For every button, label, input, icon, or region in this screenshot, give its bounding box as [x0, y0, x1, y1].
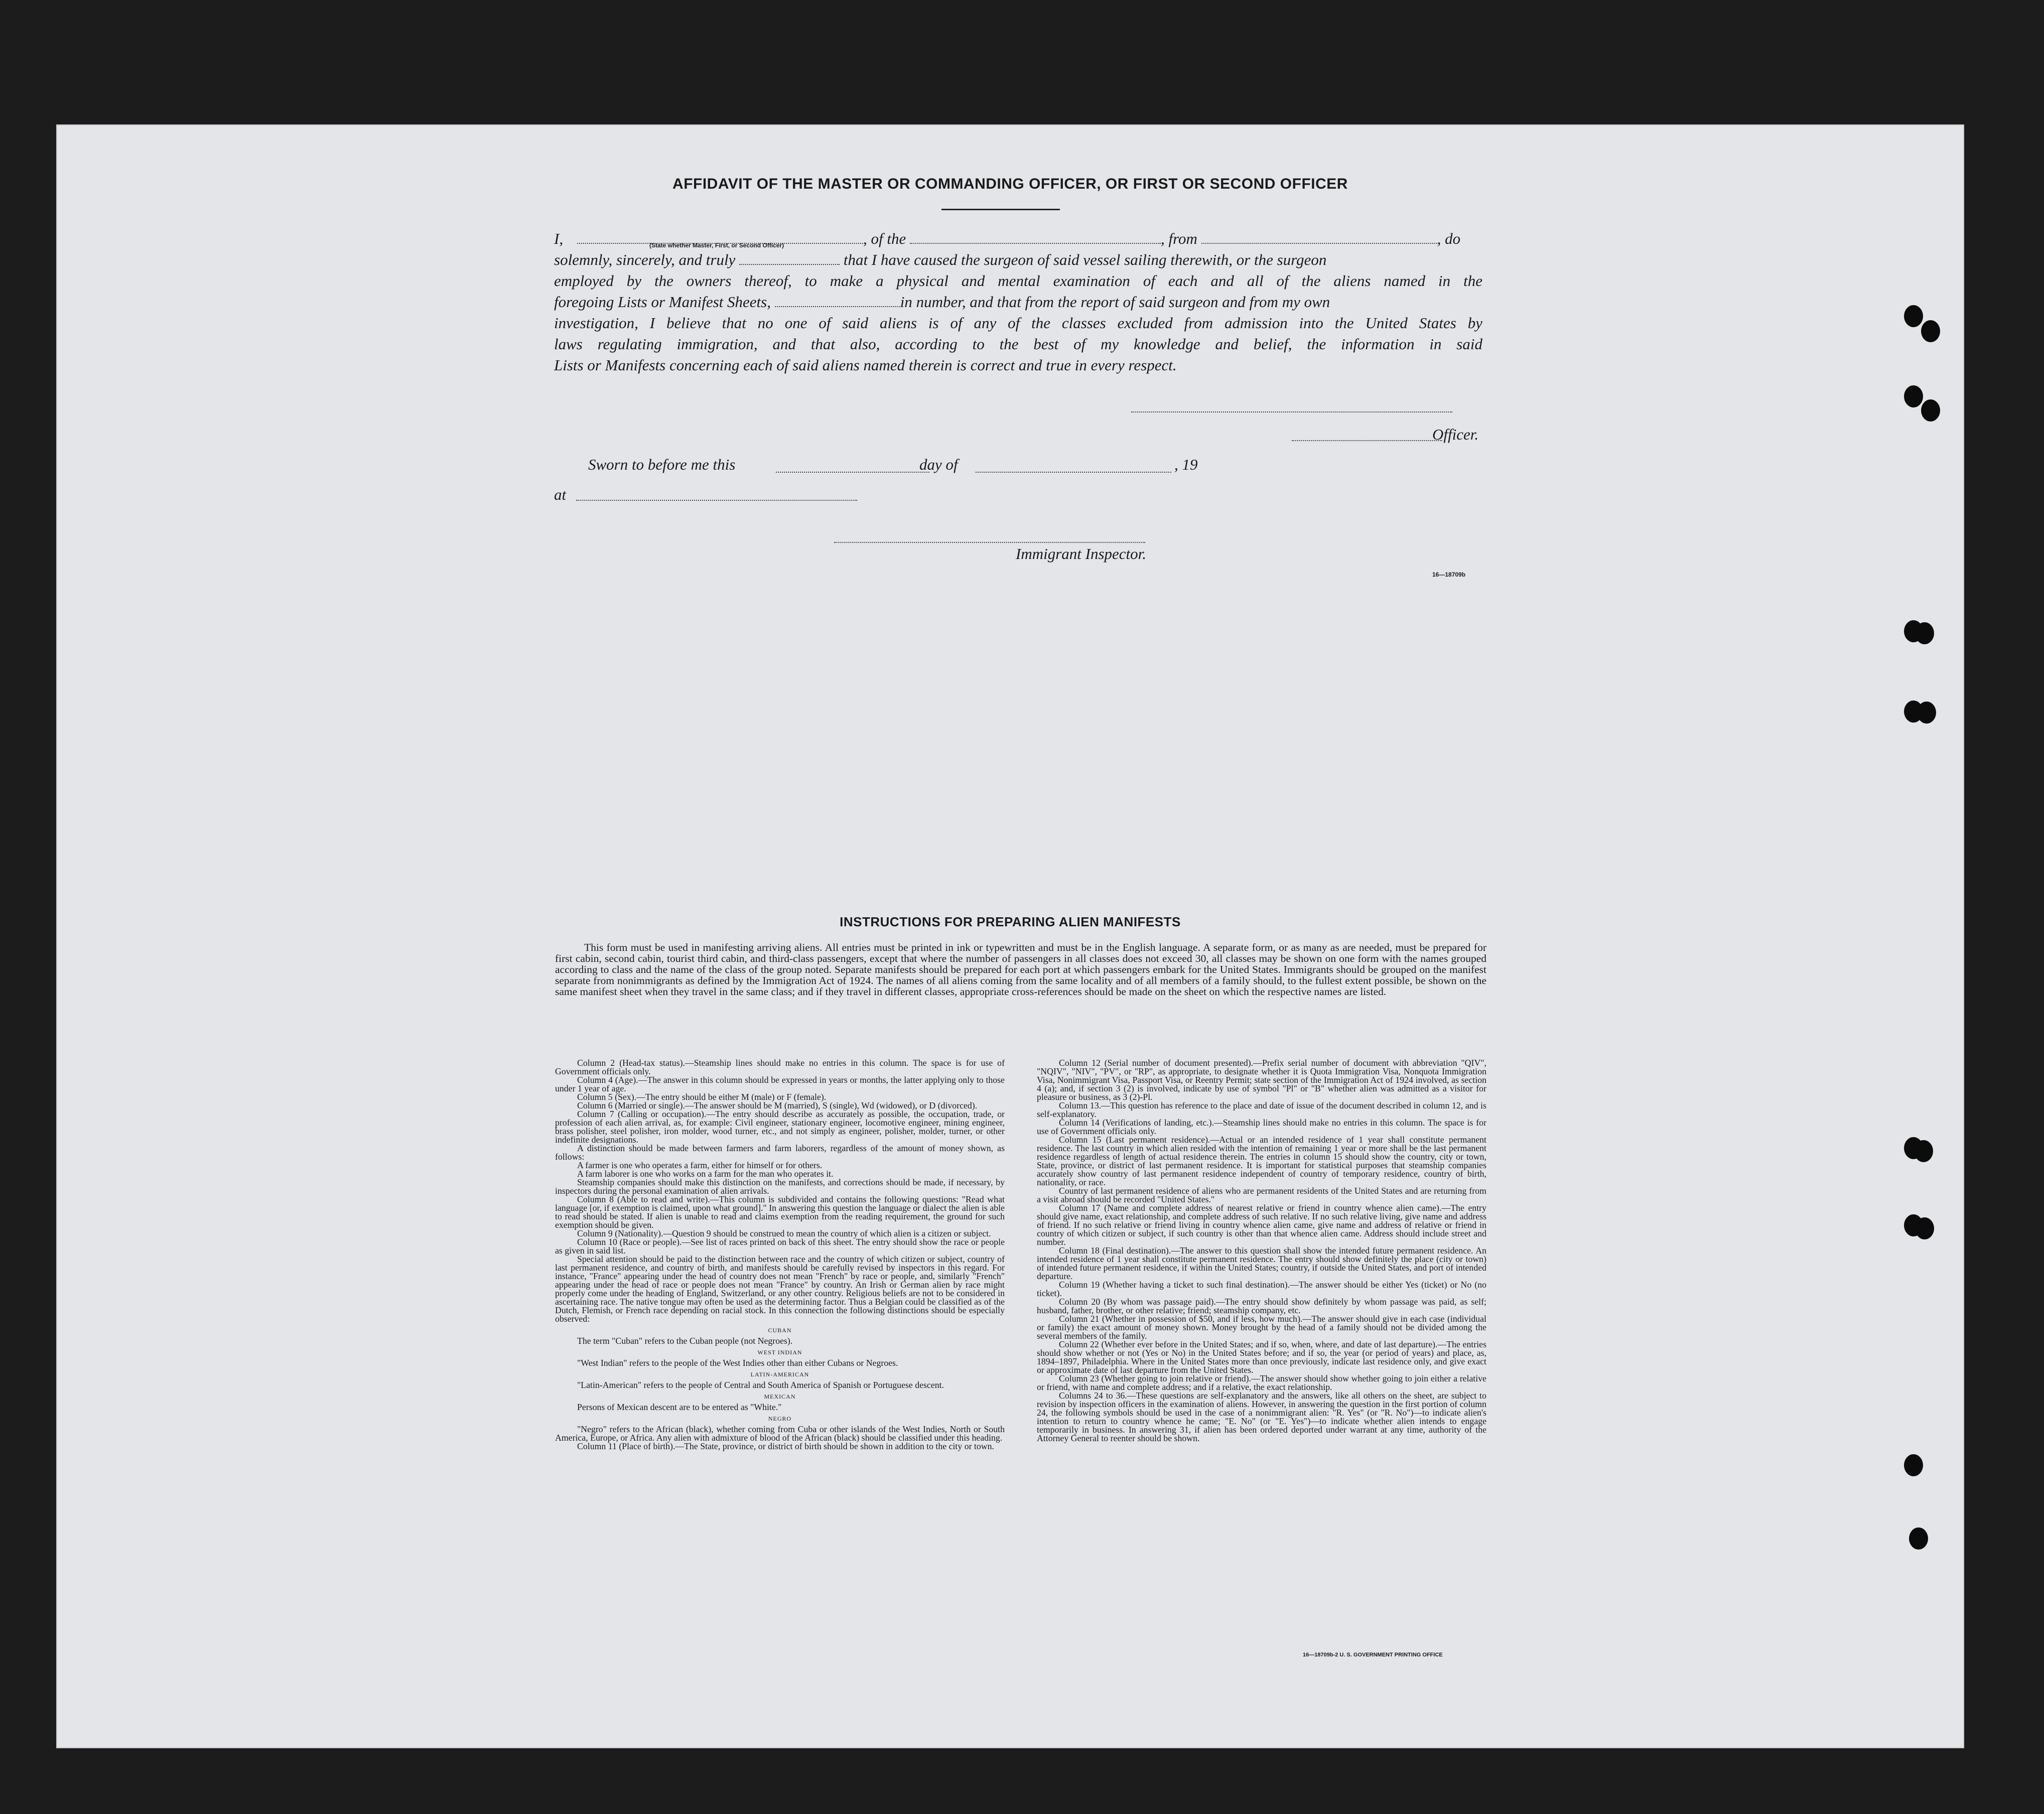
sworn-label: Sworn to before me this [588, 456, 736, 473]
binder-hole [1917, 702, 1936, 724]
text-fragment: in number, and that from the report of said surgeon and from my own [900, 293, 1330, 311]
affidavit-line-2 [554, 248, 1482, 272]
officer-label: Officer. [1432, 426, 1479, 443]
instruction-paragraph: Column 6 (Married or single).—The answer should be M (married), S (single), Wd (widowed), or D (divorced). [577, 1100, 978, 1110]
instruction-paragraph: Steamship companies should make this distinction on the manifests, and corrections should be made, if necessary, by inspectors during the personal examination of alien arrivals. [555, 1177, 1005, 1196]
manifest-sheet [56, 124, 1964, 1748]
race-heading: WEST INDIAN [757, 1349, 802, 1356]
instructions-title: INSTRUCTIONS FOR PREPARING ALIEN MANIFESTS [840, 914, 1181, 929]
text-fragment: that I have caused the surgeon of said vessel sailing therewith, or the surgeon [843, 251, 1327, 268]
instruction-paragraph: Column 7 (Calling or occupation).—The entry should describe as accurately as possible, the occupation, trade, or profession of each alien arrival, as, for example: Civil engineer, stationary engineer, locomotive engineer, mining engineer, brass polisher, steel polisher, iron molder, wood turner, etc., and not simply as engineer, polisher, molder, turner, or other indefinite designations. [555, 1109, 1005, 1145]
instruction-paragraph: Column 12 (Serial number of document presented).—Prefix serial number of document with abbreviation "QIV", "NQIV", "NIV", "PV", or "RP", as appropriate, to designate whether it is Quota Immigration Visa, Nonquota Immigration Visa, Nonimmigrant Visa, Passport Visa, or Reentry Permit; state section of the Immigration Act of 1924 involved, as section 4 (a); and, if section 3 (2) is involved, indicate by use of symbol "Pl" or "B" whether alien was admitted as a visitor for pleasure or business, as 3 (2)-Pl. [1037, 1058, 1486, 1102]
instruction-paragraph: Column 2 (Head-tax status).—Steamship lines should make no entries in this column. The space is for use of Government officials only. [555, 1058, 1005, 1076]
officer-signature-line[interactable] [1292, 440, 1442, 441]
race-definition: The term "Cuban" refers to the Cuban people (not Negroes). [577, 1336, 793, 1346]
instruction-paragraph: Column 21 (Whether in possession of $50, and if less, how much).—The answer should give in each case (individual or family) the exact amount of money shown. Money brought by the head of a family should not be divided among the several members of the family. [1037, 1314, 1486, 1341]
instruction-paragraph: A farmer is one who operates a farm, either for himself or for others. [577, 1160, 823, 1170]
instruction-paragraph: Column 13.—This question has reference to the place and date of issue of the document described in column 12, and is self-explanatory. [1037, 1100, 1486, 1119]
instruction-paragraph: Special attention should be paid to the distinction between race and the country of which citizen or subject, country of last permanent residence, and country of birth, and manifests should be carefully revised by inspectors in this regard. For instance, "France" appearing under the head of country does not mean "French" by race or people, and, similarly "French" appearing under the head of race or people does not mean "France" by country. An Irish or German alien by race might properly come under the heading of England, Switzerland, or any other country. Religious beliefs are not to be considered in ascertaining race. The native tongue may often be used as the determining factor. Thus a Belgian could be classified as of the Dutch, Flemish, or French race depending on racial stock. In this connection the following distinctions should be especially observed: [555, 1254, 1005, 1324]
port-field[interactable] [1201, 228, 1437, 244]
binder-hole [1904, 385, 1923, 407]
instructions-intro: This form must be used in manifesting arriving aliens. All entries must be printed in ink or typewritten and must be in the English language. A separate form, or as many as are needed, must be prepared for first cabin, second cabin, tourist third cabin, and third-class passengers, except that where the number of passengers in all classes does not exceed 30, all classes may be shown on one form with the names grouped according to class and the name of the class of the group noted. Separate manifests should be prepared for each port at which passengers embark for the United States. Immigrants should be grouped on the manifest separate from nonimmigrants as defined by the Immigration Act of 1924. The names of all aliens coming from the same locality and of all members of a family should, to the fullest extent possible, be shown on the same manifest sheet when they travel in the same class; and if they travel in different classes, appropriate cross-references should be made on the sheet on which the respective names are listed. [555, 941, 1486, 998]
race-heading: MEXICAN [764, 1393, 796, 1400]
instruction-paragraph: Column 11 (Place of birth).—The State, province, or district of birth should be shown in addition to the city or town. [577, 1441, 994, 1451]
day-of-label: day of [919, 456, 958, 473]
race-heading: NEGRO [768, 1415, 792, 1422]
binder-hole [1904, 1454, 1923, 1476]
instruction-paragraph: Column 17 (Name and complete address of nearest relative or friend in country whence alien came).—The entry should give name, exact relationship, and complete address of such relative. If no such relative living, give name and address of friend. If no such relative or friend living in country whence alien came, give name and address of relative or friend in country of which citizen or subject, if such country is other than that whence alien came. Address should include street and number. [1037, 1203, 1486, 1247]
instruction-paragraph: Column 9 (Nationality).—Question 9 should be construed to mean the country of which alien is a citizen or subject. [577, 1228, 991, 1238]
race-definition: "West Indian" refers to the people of the West Indies other than either Cubans or Negroes. [577, 1358, 898, 1368]
text-fragment: foregoing Lists or Manifest Sheets, [554, 293, 771, 311]
instructions-left-column [555, 1059, 1005, 1451]
affidavit-line-4 [554, 290, 1482, 314]
inspector-label: Immigrant Inspector. [1016, 545, 1147, 563]
sheet-count-field[interactable] [775, 291, 900, 307]
instruction-paragraph: Column 14 (Verifications of landing, etc.).—Steamship lines should make no entries in this column. The space is for use of Government officials only. [1037, 1118, 1486, 1136]
signature-line[interactable] [1131, 411, 1452, 412]
binder-hole [1915, 1217, 1934, 1239]
race-definition: "Negro" refers to the African (black), whether coming from Cuba or other islands of the West Indies, North or South America, Europe, or Africa. Any alien with admixture of blood of the African (black) should be classified under this heading. [555, 1424, 1005, 1443]
text-fragment: , do [1437, 230, 1461, 247]
sworn-day-field[interactable] [776, 472, 929, 473]
binder-hole [1921, 399, 1940, 422]
affidavit-line-3: employed by the owners thereof, to make a physical and mental examination of each and all of the aliens named in the [554, 272, 1482, 290]
instruction-paragraph: Column 19 (Whether having a ticket to such final destination).—The answer should be either Yes (ticket) or No (no ticket). [1037, 1280, 1486, 1298]
binder-hole [1909, 1527, 1928, 1550]
instruction-paragraph: Columns 24 to 36.—These questions are self-explanatory and the answers, like all others on the sheet, are subject to revision by inspection officers in the examination of aliens. However, in answering the question in the first portion of column 24, the following symbols should be used in the case of a nonimmigrant alien: "R. Yes" (or "R. No")—to indicate alien's intention to return to country whence he came; "E. No" (or "E. Yes")—to indicate whether alien intends to engage temporarily in business. In answering 31, if alien has been ordered deported under warrant at any time, authority of the Attorney General to reenter should be shown. [1037, 1390, 1486, 1443]
instruction-paragraph: Column 10 (Race or people).—See list of races printed on back of this sheet. The entry should show the race or people as given in said list. [555, 1237, 1005, 1255]
text-fragment: solemnly, sincerely, and truly [554, 251, 736, 268]
at-label: at [554, 486, 567, 503]
text-fragment: , from [1161, 230, 1197, 247]
instruction-paragraph: A distinction should be made between farmers and farm laborers, regardless of the amount of money shown, as follows: [555, 1143, 1005, 1162]
instruction-paragraph: Column 5 (Sex).—The entry should be either M (male) or F (female). [577, 1092, 827, 1102]
binder-hole [1914, 1140, 1933, 1162]
text-fragment: , of the [863, 230, 906, 247]
instruction-paragraph: A farm laborer is one who works on a farm for the man who operates it. [577, 1169, 834, 1179]
location-field[interactable] [576, 500, 857, 501]
instruction-paragraph: Column 15 (Last permanent residence).—Actual or an intended residence of 1 year shall constitute permanent residence. The last country in which alien resided with the intention of remaining 1 year or more shall be the last permanent residence regardless of length of actual residence therein. The entries in column 15 should show the country, city or town, State, province, or district of last permanent residence. It is important for statistical purposes that steamship companies accurately show country of last permanent residence independent of country of temporary residence, country of birth, nationality, or race. [1037, 1135, 1486, 1187]
instruction-paragraph: Column 4 (Age).—The answer in this column should be expressed in years or months, the latter applying only to those under 1 year of age. [555, 1075, 1005, 1093]
instruction-paragraph: Column 23 (Whether going to join relative or friend).—The answer should show whether going to join either a relative or friend, with name and complete address; and if a relative, the exact relationship. [1037, 1373, 1486, 1392]
instruction-paragraph: Column 20 (By whom was passage paid).—The entry should show definitely by whom passage was paid, as self; husband, father, brother, or other relative; friend; steamship company, etc. [1037, 1297, 1486, 1315]
text-fragment: I, [554, 230, 564, 247]
inspector-signature-line[interactable] [834, 542, 1145, 543]
instructions-right-column [1037, 1059, 1486, 1443]
race-heading: CUBAN [768, 1327, 792, 1334]
title-rule [941, 209, 1060, 210]
race-definition: Persons of Mexican descent are to be entered as "White." [577, 1402, 782, 1412]
binder-hole [1915, 622, 1934, 644]
vessel-name-field[interactable] [910, 228, 1161, 244]
officer-rank-hint: (State whether Master, First, or Second Officer) [649, 242, 784, 249]
binder-hole [1921, 320, 1940, 342]
affidavit-line-5: investigation, I believe that no one of said aliens is of any of the classes excluded from admission into the United States by [554, 314, 1482, 332]
instruction-paragraph: Column 22 (Whether ever before in the United States; and if so, when, where, and date of last departure).—The entries should show whether or not (Yes or No) in the United States before; and if so, the year (or period of years) and place, as, 1894–1897, Philadelphia. Where in the United States more than once previously, indicate last residence only, and give exact or approximate date of last departure from the United States. [1037, 1339, 1486, 1375]
year-label: , 19 [1174, 456, 1198, 473]
affidavit-line-6: laws regulating immigration, and that also, according to the best of my knowledge and belief, the information in said [554, 335, 1482, 353]
instruction-paragraph: Country of last permanent residence of aliens who are permanent residents of the United States and are returning from a visit abroad should be recorded "United States." [1037, 1186, 1486, 1204]
instruction-paragraph: Column 18 (Final destination).—The answer to this question shall show the intended future permanent residence. An intended residence of 1 year shall constitute permanent residence. The entry should show definitely the place (city or town) of intended future permanent residence, if within the United States; country, if outside the United States, and port of intended departure. [1037, 1245, 1486, 1281]
instruction-paragraph: Column 8 (Able to read and write).—This column is subdivided and contains the following questions: "Read what language [or, if exemption is claimed, upon what ground]." In answering this question the language or dialect the alien is able to read should be stated. If alien is unable to read and claims exemption from the reading requirement, the ground for such exemption should be given. [555, 1194, 1005, 1230]
race-heading: LATIN-AMERICAN [750, 1371, 809, 1378]
form-number: 16—18709b [1432, 571, 1466, 578]
date-field[interactable] [739, 249, 840, 265]
binder-hole [1904, 305, 1923, 327]
affidavit-title: AFFIDAVIT OF THE MASTER OR COMMANDING OFFICER, OR FIRST OR SECOND OFFICER [672, 176, 1348, 192]
printing-office-line: 16—18709b-2 U. S. GOVERNMENT PRINTING OFFICE [1303, 1652, 1443, 1658]
race-definition: "Latin-American" refers to the people of Central and South America of Spanish or Portuguese descent. [577, 1380, 944, 1390]
affidavit-line-7: Lists or Manifests concerning each of said aliens named therein is correct and true in every respect. [554, 356, 1177, 374]
sworn-month-field[interactable] [976, 472, 1171, 473]
